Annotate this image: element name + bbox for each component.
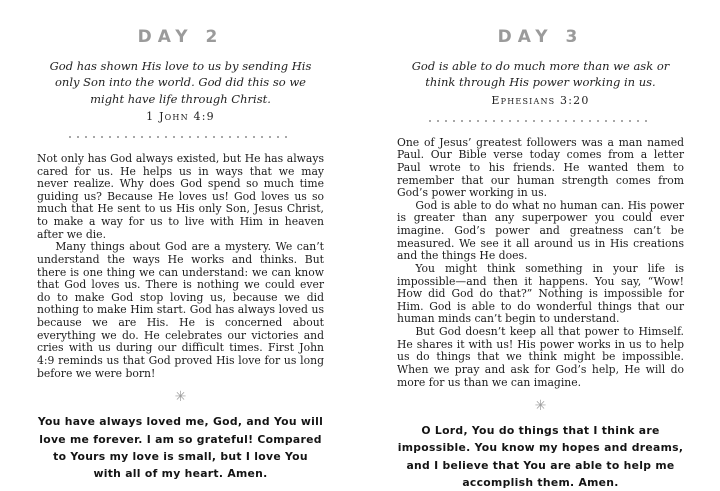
body-paragraph: Many things about God are a mystery. We can’t understand the ways He works and thinks. But there is one thing we can understand: we can know that God loves us. There is nothing we could ever do to make God stop loving us, because we did nothing to make Him start. God has always loved us because we are His. He is concerned about everything we do. He celebrates our victories and cries with us during our difficult times. First John 4:9 reminds us that God proved His love for us long before we were born!: [37, 240, 324, 380]
prayer-text-left: You have always loved me, God, and You will love me forever. I am so grateful! Compared to Yours my love is small, but I love You with all of my heart. Amen.: [37, 415, 324, 481]
page-left: [0, 0, 360, 481]
prayer-text-right: O Lord, You do things that I think are impossible. You know my hopes and dreams, and I believe that You are able to help me accomplish them. Amen.: [397, 424, 684, 489]
star-ornament-icon: ✳: [174, 389, 187, 406]
verse-reference-left: 1 John 4:9: [146, 109, 215, 123]
star-ornament-icon: ✳: [534, 398, 547, 415]
verse-reference-right: Ephesians 3:20: [491, 93, 590, 107]
day-heading-right: DAY 3: [497, 27, 584, 47]
body-paragraph: You might think something in your life is impossible—and then it happens. You say, “Wow! How did God do that?” Nothing is impossible for Him. God is able to do wonderful things that our human minds can’t begin to understand.: [397, 261, 684, 326]
page-right: [360, 0, 720, 489]
devotional-body-right: [397, 137, 684, 390]
dotted-separator-left: [69, 136, 293, 138]
devotional-body-left: [37, 153, 324, 380]
day-heading-left: DAY 2: [137, 27, 224, 47]
body-paragraph: But God doesn’t keep all that power to Himself. He shares it with us! His power works in us to help us do things that we think might be impossible. When we pray and ask for God’s help, He will do more for us than we can imagine.: [397, 325, 684, 389]
dotted-separator-right: [429, 120, 653, 122]
body-paragraph: Not only has God always existed, but He has always cared for us. He helps us in ways that we may never realize. Why does God spend so much time guiding us? Because He loves us! God loves us so much that He sent to us His only Son, Jesus Christ, to make a way for us to live with Him in heaven after we die.: [37, 151, 324, 241]
verse-text-left: God has shown His love to us by sending His only Son into the world. God did this so we might have life through Christ.: [49, 59, 312, 106]
verse-text-right: God is able to do much more than we ask or think through His power working in us.: [411, 59, 670, 90]
body-paragraph: God is able to do what no human can. His power is greater than any superpower you could ever imagine. God’s power and greatness can’t be measured. We see it all around us in His creations and the things He does.: [397, 198, 684, 263]
body-paragraph: One of Jesus’ greatest followers was a man named Paul. Our Bible verse today comes from a letter Paul wrote to his friends. He wanted them to remember that our human strength comes from God’s power working in us.: [397, 135, 684, 200]
